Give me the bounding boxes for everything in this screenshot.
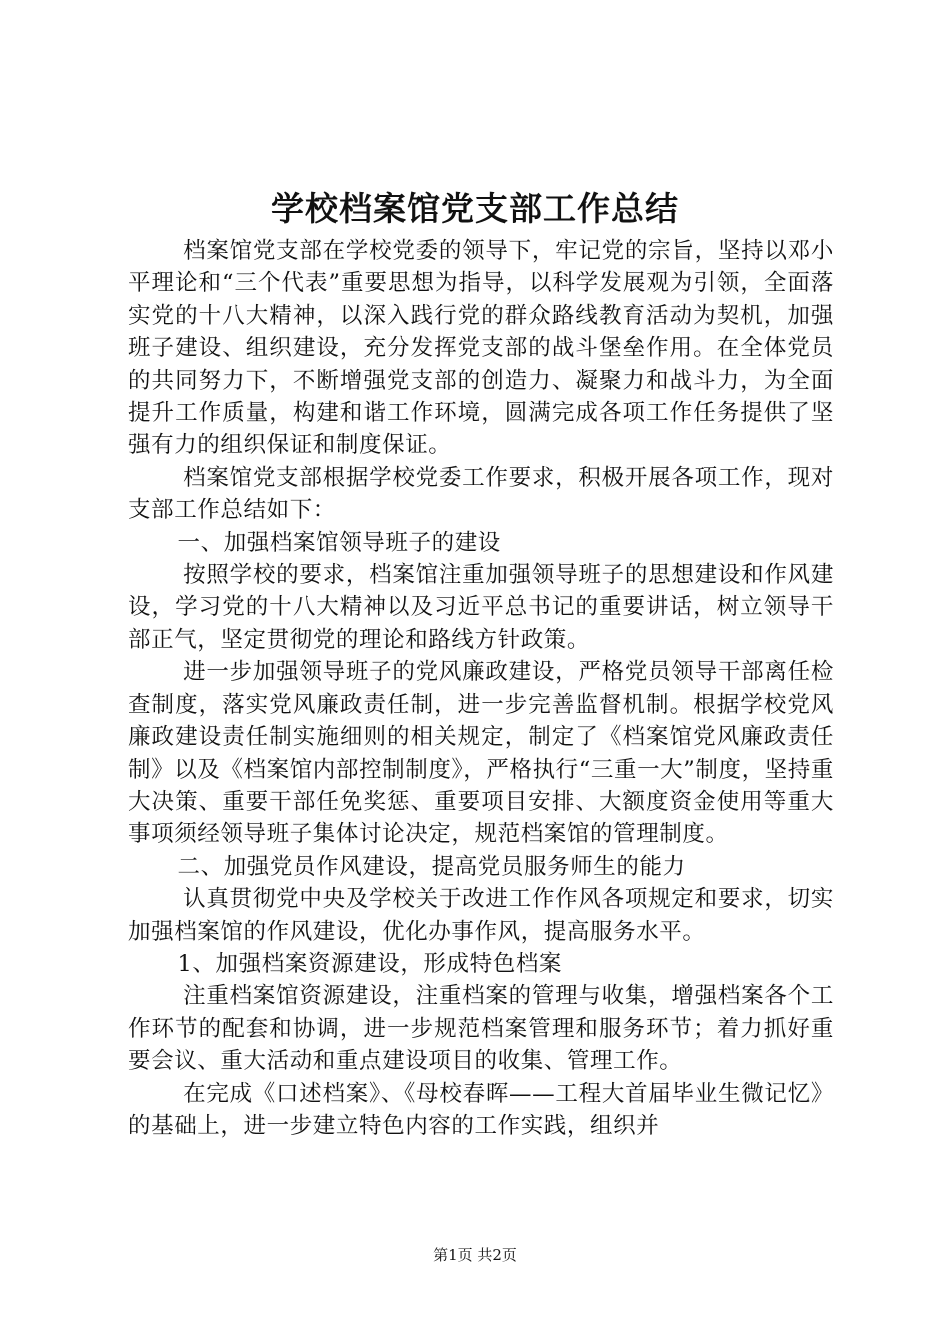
paragraph-summary-lead: 档案馆党支部根据学校党委工作要求，积极开展各项工作，现对支部工作总结如下： — [128, 464, 834, 524]
paragraph-work-style: 认真贯彻党中央及学校关于改进工作作风各项规定和要求，切实加强档案馆的作风建设，优化办事作风，提高服务水平。 — [128, 886, 834, 945]
paragraph-special-archives: 在完成《口述档案》、《母校春晖——工程大首届毕业生微记忆》的基础上，进一步建立特色内容的工作实践，组织并 — [128, 1080, 834, 1139]
section-heading-1: 一、加强档案馆领导班子的建设 — [177, 529, 501, 556]
paragraph-resource-building: 注重档案馆资源建设，注重档案的管理与收集，增强档案各个工作环节的配套和协调，进一步规范档案管理和服务环节；着力抓好重要会议、重大活动和重点建设项目的收集、管理工作。 — [128, 983, 834, 1075]
subsection-heading-1: 1、加强档案资源建设，形成特色档案 — [177, 950, 563, 977]
paragraph-leadership-study: 按照学校的要求，档案馆注重加强领导班子的思想建设和作风建设，学习党的十八大精神以及习近平总书记的重要讲话，树立领导干部正气，坚定贯彻党的理论和路线方针政策。 — [128, 562, 834, 653]
paragraph-intro: 档案馆党支部在学校党委的领导下，牢记党的宗旨，坚持以邓小平理论和“三个代表”重要思想为指导，以科学发展观为引领，全面落实党的十八大精神，以深入践行党的群众路线教育活动为契机，加强班子建设、组织建设，充分发挥党支部的战斗堡垒作用。在全体党员的共同努力下，不断增强党支部的创造力、凝聚力和战斗力，为全面提升工作质量，构建和谐工作环境，圆满完成各项工作任务提供了坚强有力的组织保证和制度保证。 — [128, 238, 834, 459]
section-heading-2: 二、加强党员作风建设，提高党员服务师生的能力 — [177, 853, 686, 880]
page-footer — [0, 1244, 950, 1266]
paragraph-integrity-building: 进一步加强领导班子的党风廉政建设，严格党员领导干部离任检查制度，落实党风廉政责任制，进一步完善监督机制。根据学校党风廉政建设责任制实施细则的相关规定，制定了《档案馆党风廉政责任制》以及《档案馆内部控制制度》，严格执行“三重一大”制度，坚持重大决策、重要干部任免奖惩、重要项目安排、大额度资金使用等重大事项须经领导班子集体讨论决定，规范档案馆的管理制度。 — [128, 659, 834, 848]
document-body — [128, 235, 834, 1142]
document-title: 学校档案馆党支部工作总结 — [271, 189, 679, 228]
page-number: 第1页 共2页 — [433, 1246, 517, 1264]
